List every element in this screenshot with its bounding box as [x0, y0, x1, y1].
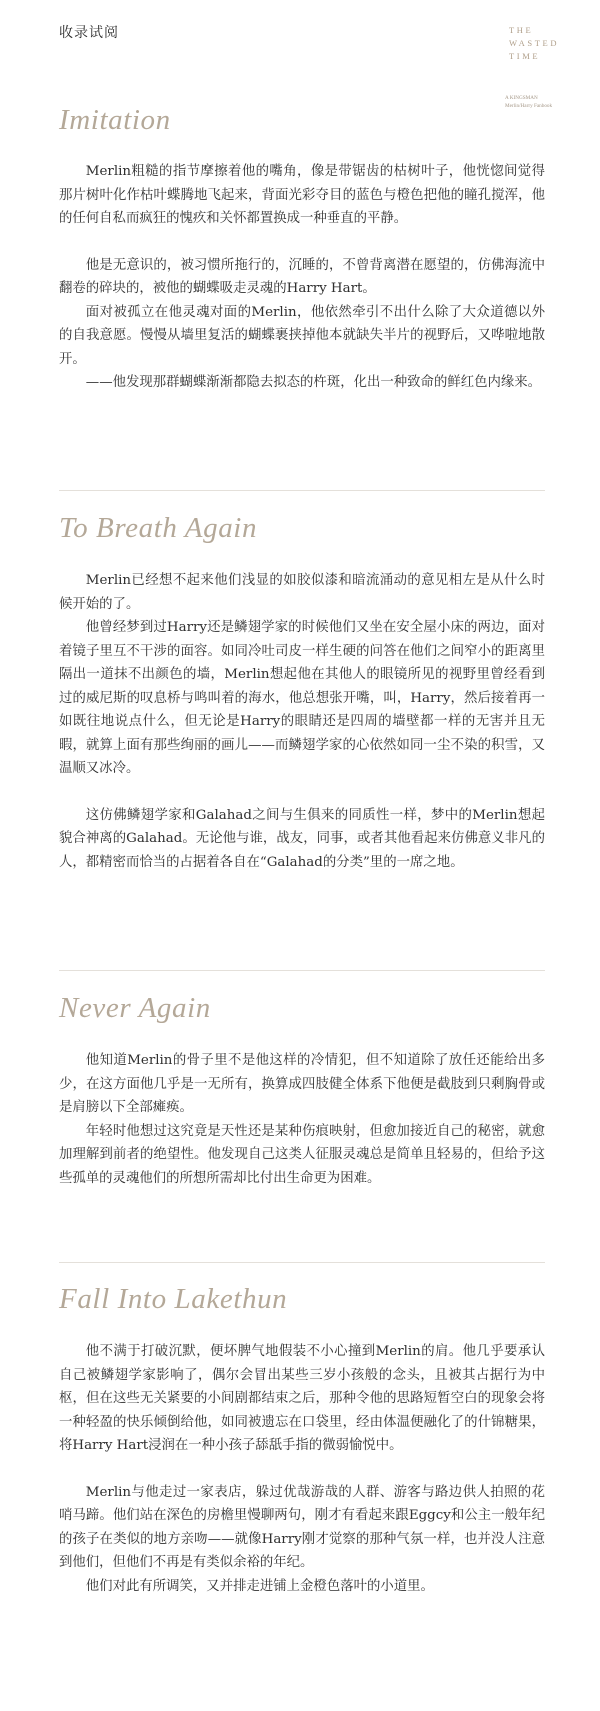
book-logo	[509, 24, 559, 63]
logo-subtitle	[505, 95, 552, 110]
logo-line: WASTED	[509, 38, 560, 48]
logo-subtitle-line: Merlin/Harry Fanbook	[505, 102, 553, 109]
paragraph: 面对被孤立在他灵魂对面的Merlin，他依然牵引不出什么除了大众道德以外的自我意愿。慢慢从墙里复活的蝴蝶裹挟掉他本就缺失半片的视野后，又哗啦地散开。	[59, 304, 545, 367]
section-title-to-breath-again: To Breath Again	[59, 512, 258, 544]
paragraph: 年轻时他想过这究竟是天性还是某种伤痕映射，但愈加接近自己的秘密，就愈加理解到前者的绝望性。他发现自己这类人征服灵魂总是简单且轻易的，但给予这些孤单的灵魂他们的所想所需却比付出生命更为困难。	[59, 1123, 545, 1186]
section-title-fall-into-lakethun: Fall Into Lakethun	[59, 1283, 288, 1315]
paragraph: 他知道Merlin的骨子里不是他这样的冷情犯，但不知道除了放任还能给出多少，在这方面他几乎是一无所有，换算成四肢健全体系下他便是截肢到只剩胸骨或是肩膀以下全部瘫痪。	[59, 1053, 545, 1115]
section-divider	[59, 490, 545, 491]
paragraph: 他不满于打破沉默，便坏脾气地假装不小心撞到Merlin的肩。他几乎要承认自己被鳞翅学家影响了，偶尔会冒出某些三岁小孩般的念头，且被其占据行为中枢，但在这些无关紧要的小间剧都结束之后，那种令他的思路短暂空白的现象会将一种轻盈的快乐倾倒给他，如同被遗忘在口袋里，经由体温便融化了的什锦糖果，将Harry Hart浸润在一种小孩子舔舐手指的微弱愉悦中。	[59, 1344, 545, 1453]
paragraph: 这仿佛鳞翅学家和Galahad之间与生俱来的同质性一样，梦中的Merlin想起貌合神离的Galahad。无论他与谁，战友，同事，或者其他看起来仿佛意义非凡的人，都精密而恰当的占据着各自在“Galahad的分类”里的一席之地。	[59, 807, 545, 870]
header-label: 收录试阅	[59, 25, 119, 41]
section-body-to-breath-again	[59, 569, 545, 874]
logo-subtitle-line: A KINGSMAN	[505, 95, 538, 101]
paragraph: Merlin与他走过一家表店，躲过优哉游哉的人群、游客与路边供人拍照的花哨马蹄。他们站在深色的房檐里慢聊两句，刚才有看起来跟Eggcy和公主一般年纪的孩子在类似的地方亲吻——就像Harry刚才觉察的那种气氛一样，也并没人注意到他们，但他们不再是有类似余裕的年纪。	[59, 1484, 545, 1570]
section-body-never-again	[59, 1049, 545, 1190]
paragraph: ——他发现那群蝴蝶渐渐都隐去拟态的杵斑，化出一种致命的鲜红色内缘来。	[85, 375, 542, 390]
section-divider	[59, 1262, 545, 1263]
paragraph: 他曾经梦到过Harry还是鳞翅学家的时候他们又坐在安全屋小床的两边，面对着镜子里互不干涉的面容。如同冷吐司皮一样生硬的问答在他们之间窄小的距离里隔出一道抹不出颜色的墙，Merlin想起他在其他人的眼镜所见的视野里曾经看到过的威尼斯的叹息桥与鸣叫着的海水，他总想张开嘴，叫，Harry，然后接着再一如既往地说点什么，但无论是Harry的眼睛还是四周的墙壁都一样的无害并且无暇，就算上面有那些绚丽的画儿——而鳞翅学家的心依然如同一尘不染的积雪，又温顺又冰冷。	[59, 620, 545, 776]
paragraph: Merlin已经想不起来他们浅显的如胶似漆和暗流涌动的意见相左是从什么时候开始的了。	[59, 573, 545, 612]
paragraph: Merlin粗糙的指节摩擦着他的嘴角，像是带锯齿的枯树叶子，他恍惚间觉得那片树叶化作枯叶蝶腾地飞起来，背面光彩夺目的蓝色与橙色把他的瞳孔搅浑，他的任何自私而疯狂的愧疚和关怀都置换成一种垂直的平静。	[59, 164, 545, 226]
paragraph: 他们对此有所调笑，又并排走进铺上金橙色落叶的小道里。	[85, 1578, 434, 1594]
logo-line: TIME	[509, 51, 541, 61]
section-body-imitation	[59, 160, 545, 395]
section-body-fall-into-lakethun	[59, 1340, 545, 1598]
section-title-imitation: Imitation	[59, 104, 171, 136]
section-title-never-again: Never Again	[59, 992, 211, 1024]
paragraph: 他是无意识的，被习惯所拖行的，沉睡的，不曾背离潜在愿望的，仿佛海流中翻卷的碎块的，被他的蝴蝶吸走灵魂的Harry Hart。	[59, 257, 545, 296]
logo-line: THE	[509, 25, 534, 35]
section-divider	[59, 970, 545, 971]
